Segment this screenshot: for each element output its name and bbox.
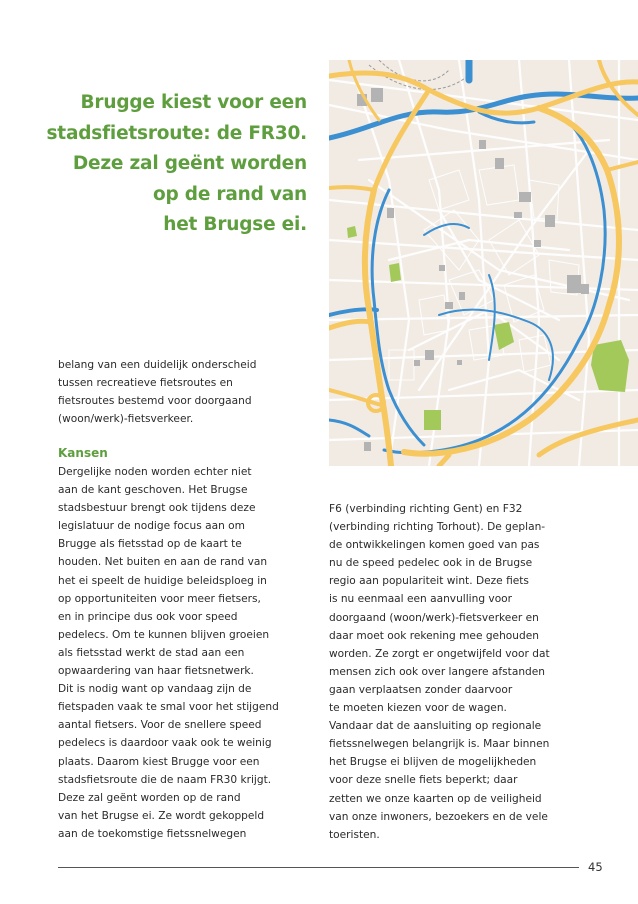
text-line: nu de speed pedelec ook in de Brugse — [329, 557, 533, 570]
text-line: houden. Net buiten en aan de rand van — [58, 556, 268, 569]
text-line: regio aan populariteit wint. Deze fiets — [329, 575, 529, 588]
text-line: aan de kant geschoven. Het Brugse — [58, 484, 248, 497]
text-line: F6 (verbinding richting Gent) en F32 — [329, 503, 523, 515]
section-heading: Kansen — [58, 446, 108, 460]
text-line: gaan verplaatsen zonder daarvoor — [329, 683, 513, 696]
intro-continuation — [58, 356, 256, 428]
text-line: Brugge als fietsstad op de kaart te — [58, 538, 242, 551]
text-line: aan de toekomstige fietssnelwegen — [58, 827, 247, 840]
footer-divider — [58, 867, 579, 868]
text-line: zetten we onze kaarten op de veiligheid — [329, 792, 542, 805]
bruges-map-illustration — [329, 60, 638, 466]
text-line: (verbinding richting Torhout). De geplan- — [329, 521, 546, 534]
text-line: pedelecs. Om te kunnen blijven groeien — [58, 628, 270, 641]
text-line: toeristen. — [329, 828, 380, 841]
text-line: daar moet ook rekening mee gehouden — [329, 629, 539, 642]
headline-line: op de rand van — [153, 183, 307, 205]
text-line: plaats. Daarom kiest Brugge voor een — [58, 755, 260, 768]
text-line: de ontwikkelingen komen goed van pas — [329, 539, 540, 552]
text-line: op opportuniteiten voor meer fietsers, — [58, 592, 261, 605]
text-line: Vandaar dat de aansluiting op regionale — [329, 720, 542, 733]
text-line: voor deze snelle fiets beperkt; daar — [329, 774, 518, 787]
text-line: als fietsstad werkt de stad aan een — [58, 646, 245, 659]
text-line: van het Brugse ei. Ze wordt gekoppeld — [58, 809, 265, 822]
text-line: het Brugse ei blijven de mogelijkheden — [329, 756, 537, 769]
bruges-city-map — [329, 60, 638, 466]
headline — [17, 88, 307, 241]
text-line: aantal fietsers. Voor de snellere speed — [58, 719, 262, 732]
text-line: stadsfietsroute die de naam FR30 krijgt. — [58, 773, 272, 786]
text-line: (woon/werk)-fietsverkeer. — [58, 413, 194, 426]
page-number: 45 — [588, 860, 603, 874]
headline-line: stadsfietsroute: de FR30. — [46, 122, 307, 144]
text-line: is nu eenmaal een aanvulling voor — [329, 593, 513, 606]
text-line: fietssnelwegen belangrijk is. Maar binnen — [329, 738, 550, 751]
headline-line: het Brugse ei. — [163, 214, 307, 235]
text-line: Dit is nodig want op vandaag zijn de — [58, 683, 252, 696]
text-line: fietspaden vaak te smal voor het stijgend — [58, 701, 279, 714]
text-line: en in principe dus ook voor speed — [58, 610, 238, 623]
text-line: van onze inwoners, bezoekers en de vele — [329, 810, 548, 823]
text-line: Dergelijke noden worden echter niet — [58, 466, 252, 478]
text-line: doorgaand (woon/werk)-fietsverkeer en — [329, 611, 539, 624]
text-line: belang van een duidelijk onderscheid — [58, 359, 257, 371]
text-line: opwaardering van haar fietsnetwerk. — [58, 665, 254, 678]
text-line: het ei speelt de huidige beleidsploeg in — [58, 574, 267, 587]
text-line: legislatuur de nodige focus aan om — [58, 520, 245, 533]
text-line: te moeten kiezen voor de wagen. — [329, 702, 507, 715]
text-line: pedelecs is daardoor vaak ook te weinig — [58, 737, 272, 750]
text-line: fietsroutes bestemd voor doorgaand — [58, 395, 252, 408]
text-line: stadsbestuur brengt ook tijdens deze — [58, 502, 256, 515]
body-column-left — [58, 463, 279, 843]
text-line: Deze zal geënt worden op de rand — [58, 791, 241, 804]
text-line: tussen recreatieve fietsroutes en — [58, 377, 233, 390]
text-line: worden. Ze zorgt er ongetwijfeld voor dat — [329, 647, 550, 660]
text-line: mensen zich ook over langere afstanden — [329, 665, 545, 678]
headline-line: Deze zal geënt worden — [72, 153, 307, 174]
headline-line: Brugge kiest voor een — [80, 92, 307, 113]
body-column-right — [329, 500, 550, 844]
